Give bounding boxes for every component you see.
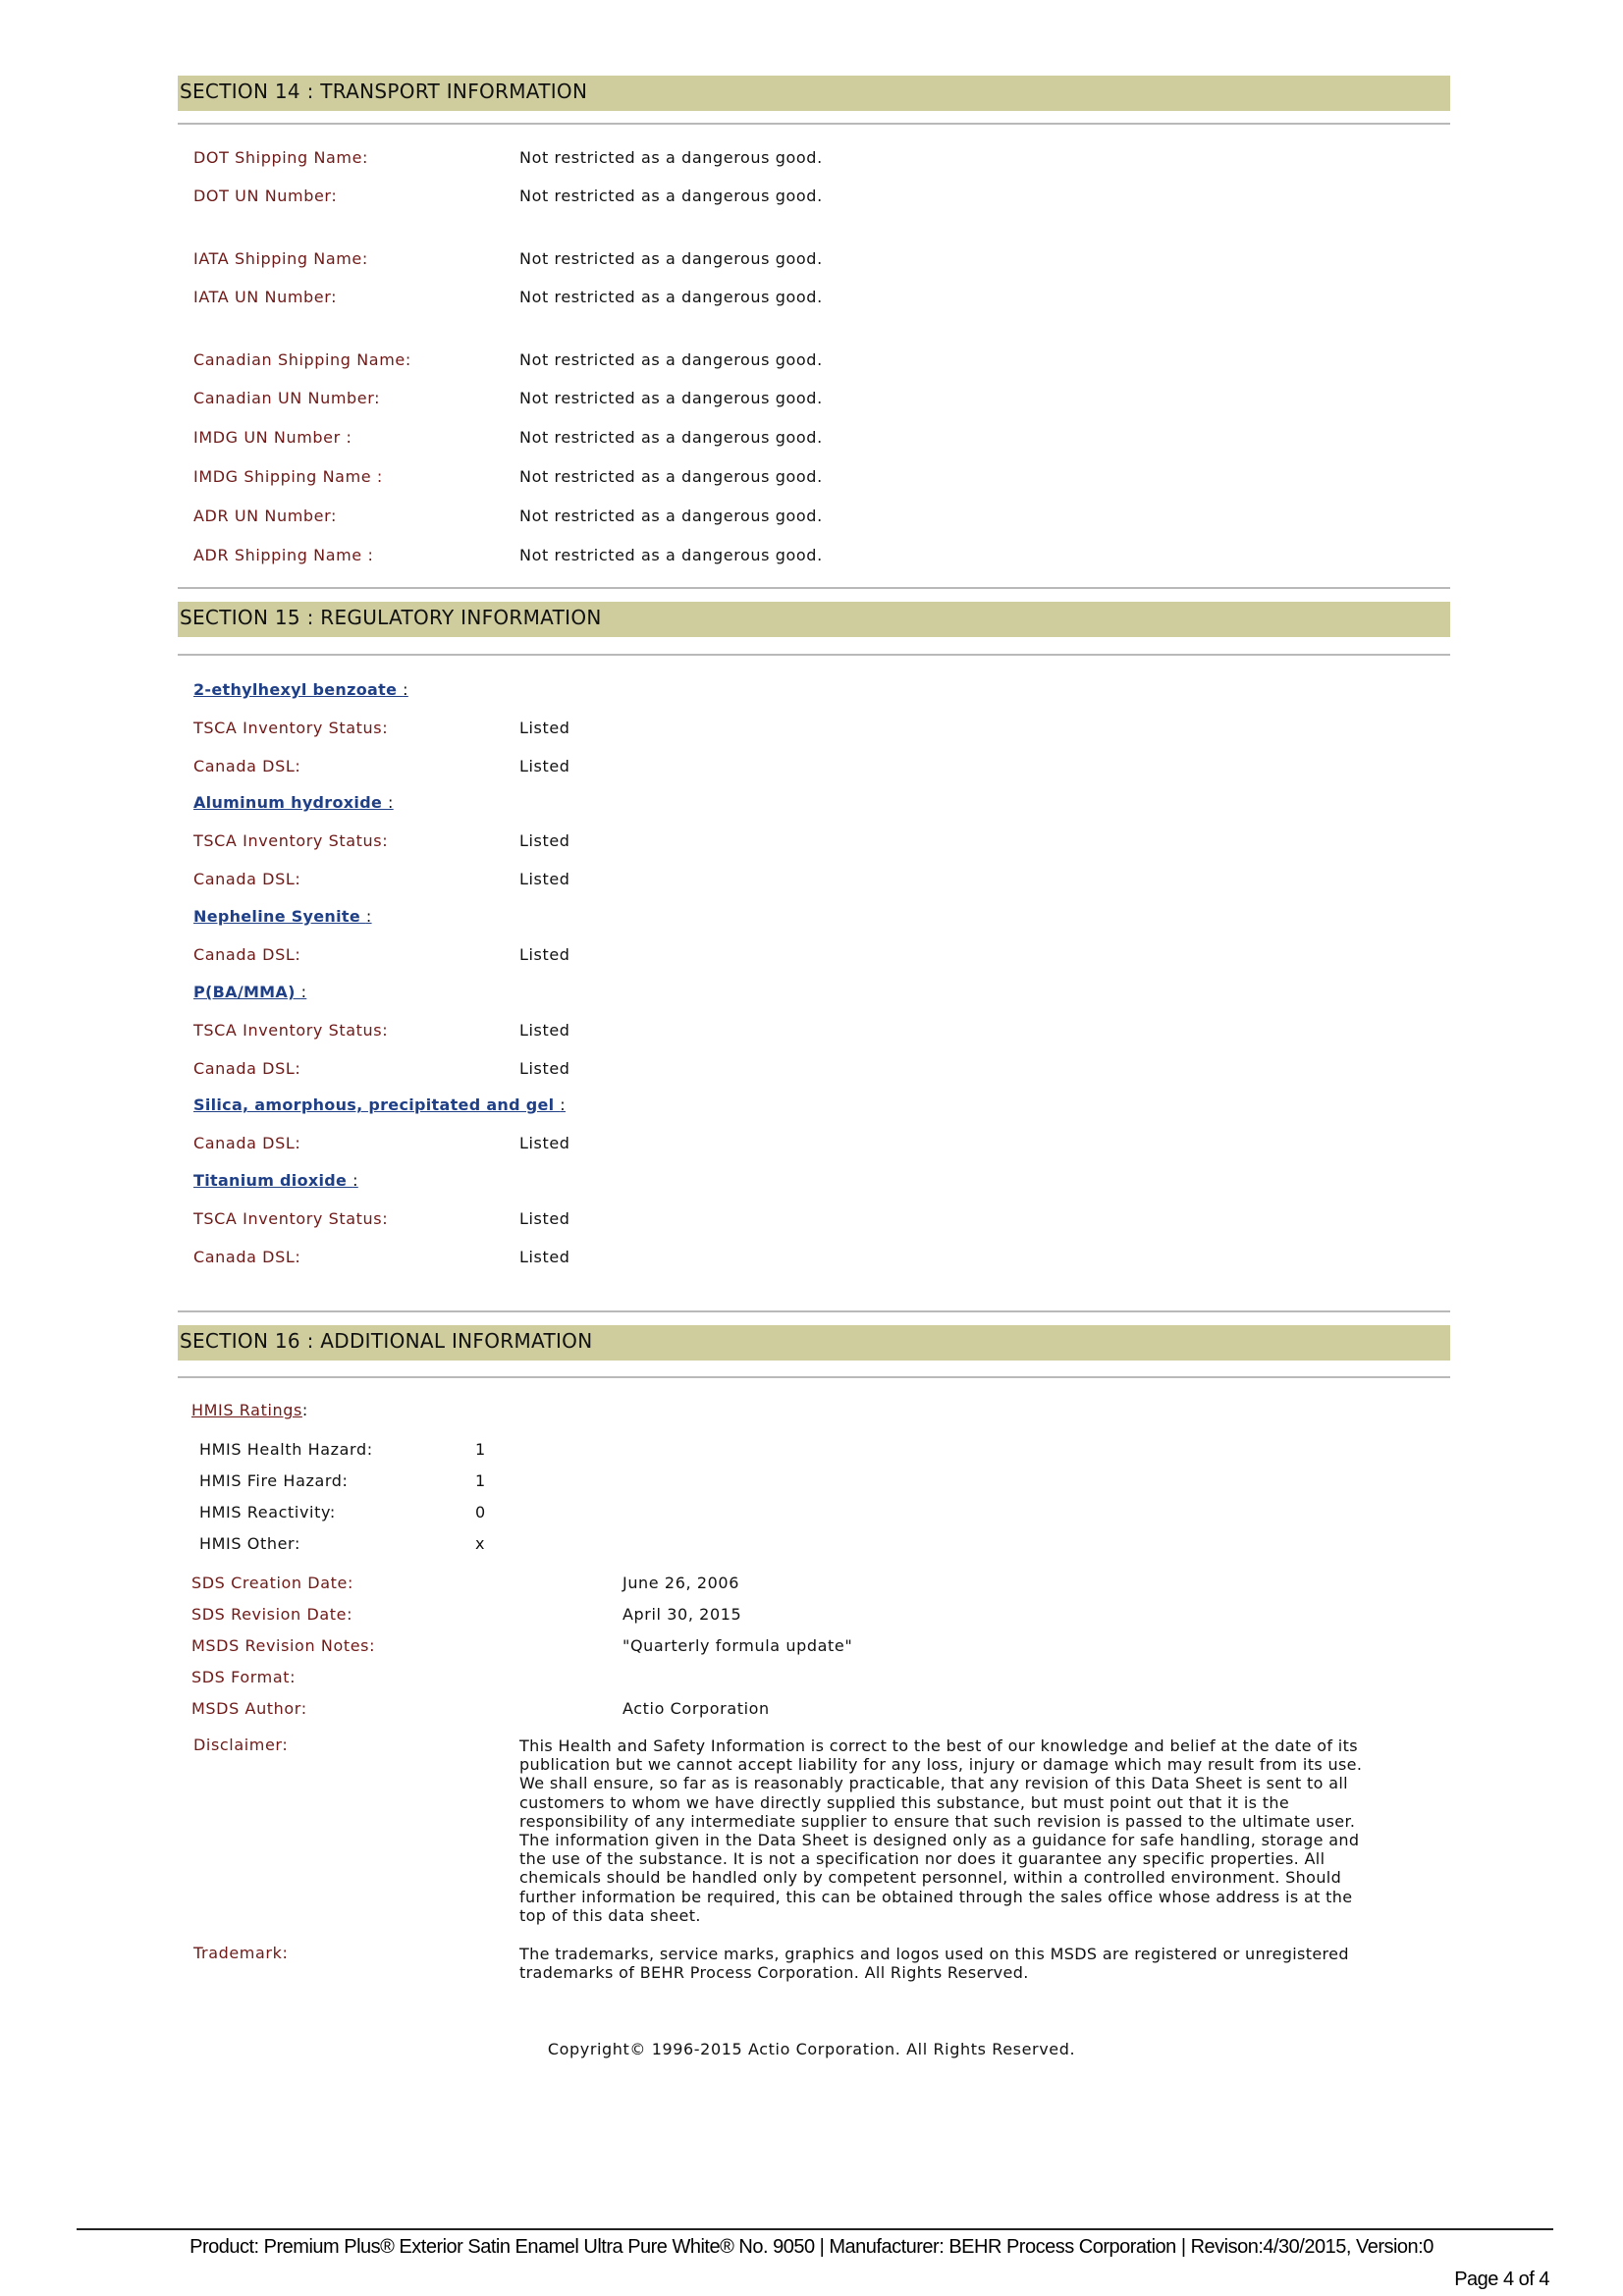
sds-revision-date-label: SDS Revision Date:	[191, 1605, 353, 1624]
sds-revision-date-value: April 30, 2015	[622, 1605, 742, 1624]
sds-format-label: SDS Format:	[191, 1668, 297, 1686]
substance-name: Aluminum hydroxide	[193, 793, 388, 812]
disclaimer-line: publication but we cannot accept liability for any loss, injury or damage which may result from its use.	[519, 1755, 1363, 1775]
hmis-ratings-heading	[191, 1401, 308, 1419]
canada-dsl-label: Canada DSL:	[193, 945, 301, 964]
disclaimer-line: The information given in the Data Sheet is designed only as a guidance for safe handling, storage and	[519, 1831, 1360, 1850]
substance-colon: :	[352, 1171, 358, 1190]
canada-dsl-value: Listed	[519, 1059, 570, 1078]
canadian-un-number-value: Not restricted as a dangerous good.	[519, 389, 823, 407]
sds-creation-date-value: June 26, 2006	[622, 1574, 739, 1592]
tsca-status-value: Listed	[519, 831, 570, 850]
dot-shipping-name-label: DOT Shipping Name:	[193, 148, 369, 167]
disclaimer-label: Disclaimer:	[193, 1735, 289, 1754]
canada-dsl-label: Canada DSL:	[193, 1059, 301, 1078]
substance-name: Silica, amorphous, precipitated and gel	[193, 1095, 561, 1114]
msds-revision-notes-value: "Quarterly formula update"	[622, 1636, 853, 1655]
substance-name: 2-ethylhexyl benzoate	[193, 680, 404, 699]
hmis-fire-value: 1	[475, 1471, 486, 1490]
dot-shipping-name-value: Not restricted as a dangerous good.	[519, 148, 823, 167]
tsca-status-value: Listed	[519, 719, 570, 737]
canada-dsl-label: Canada DSL:	[193, 870, 301, 888]
substance-heading	[193, 1095, 566, 1114]
disclaimer-line: the use of the substance. It is not a specification nor does it guarantee any specific properties. All	[519, 1849, 1325, 1869]
substance-colon: :	[300, 983, 307, 1001]
canadian-un-number-label: Canadian UN Number:	[193, 389, 381, 407]
tsca-status-value: Listed	[519, 1021, 570, 1040]
page-number: Page 4 of 4	[1454, 2269, 1549, 2290]
imdg-un-number-label: IMDG UN Number :	[193, 428, 352, 447]
msds-revision-notes-label: MSDS Revision Notes:	[191, 1636, 376, 1655]
disclaimer-text	[519, 1736, 1433, 1925]
section-divider	[178, 587, 1450, 589]
trademark-line: The trademarks, service marks, graphics and logos used on this MSDS are registered or unregistered	[519, 1945, 1349, 1963]
adr-shipping-name-label: ADR Shipping Name :	[193, 546, 374, 564]
section-divider	[178, 1310, 1450, 1312]
disclaimer-line: responsibility of any intermediate supplier to ensure that such revision is passed to the ultimate user.	[519, 1811, 1356, 1831]
canada-dsl-label: Canada DSL:	[193, 757, 301, 775]
hmis-ratings-link: HMIS Ratings	[191, 1401, 302, 1419]
disclaimer-line: chemicals should be handled only by competent personnel, within a controlled environment. Should	[519, 1868, 1342, 1888]
disclaimer-line: This Health and Safety Information is correct to the best of our knowledge and belief at the date of its	[519, 1736, 1358, 1755]
dot-un-number-label: DOT UN Number:	[193, 187, 338, 205]
canadian-shipping-name-label: Canadian Shipping Name:	[193, 350, 411, 369]
section-divider	[178, 654, 1450, 656]
section-divider	[178, 1376, 1450, 1378]
substance-colon: :	[387, 793, 394, 812]
tsca-status-label: TSCA Inventory Status:	[193, 1021, 389, 1040]
canada-dsl-value: Listed	[519, 1248, 570, 1266]
disclaimer-line: customers to whom we have directly supplied this substance, but must point out that it is the	[519, 1792, 1290, 1812]
msds-author-label: MSDS Author:	[191, 1699, 307, 1718]
hmis-other-value: x	[475, 1534, 486, 1553]
hmis-health-label: HMIS Health Hazard:	[199, 1440, 373, 1459]
substance-heading	[193, 680, 408, 699]
iata-shipping-name-value: Not restricted as a dangerous good.	[519, 249, 823, 268]
section-divider	[178, 123, 1450, 125]
substance-heading	[193, 793, 394, 812]
adr-un-number-label: ADR UN Number:	[193, 507, 338, 525]
substance-colon: :	[403, 680, 408, 699]
tsca-status-value: Listed	[519, 1209, 570, 1228]
adr-un-number-value: Not restricted as a dangerous good.	[519, 507, 823, 525]
tsca-status-label: TSCA Inventory Status:	[193, 1209, 389, 1228]
tsca-status-label: TSCA Inventory Status:	[193, 831, 389, 850]
section-14-title: SECTION 14 : TRANSPORT INFORMATION	[180, 80, 588, 103]
trademark-text	[519, 1945, 1433, 1982]
imdg-shipping-name-label: IMDG Shipping Name :	[193, 467, 383, 486]
section-15-header	[178, 602, 1450, 637]
hmis-reactivity-value: 0	[475, 1503, 486, 1522]
hmis-reactivity-label: HMIS Reactivity:	[199, 1503, 336, 1522]
canada-dsl-value: Listed	[519, 1134, 570, 1152]
disclaimer-line: top of this data sheet.	[519, 1905, 701, 1925]
substance-heading	[193, 907, 372, 926]
copyright-notice: Copyright© 1996-2015 Actio Corporation. All Rights Reserved.	[547, 2040, 1076, 2058]
canadian-shipping-name-value: Not restricted as a dangerous good.	[519, 350, 823, 369]
sds-creation-date-label: SDS Creation Date:	[191, 1574, 353, 1592]
disclaimer-line: We shall ensure, so far as is reasonably practicable, that any revision of this Data Sheet is sent to all	[519, 1774, 1348, 1793]
hmis-health-value: 1	[475, 1440, 486, 1459]
footer-divider	[77, 2228, 1553, 2230]
tsca-status-label: TSCA Inventory Status:	[193, 719, 389, 737]
section-16-title: SECTION 16 : ADDITIONAL INFORMATION	[180, 1329, 593, 1353]
iata-un-number-label: IATA UN Number:	[193, 288, 338, 306]
hmis-fire-label: HMIS Fire Hazard:	[199, 1471, 349, 1490]
substance-heading	[193, 1171, 358, 1190]
canada-dsl-value: Listed	[519, 870, 570, 888]
canada-dsl-label: Canada DSL:	[193, 1248, 301, 1266]
iata-un-number-value: Not restricted as a dangerous good.	[519, 288, 823, 306]
msds-author-value: Actio Corporation	[622, 1699, 770, 1718]
substance-name: P(BA/MMA)	[193, 983, 301, 1001]
canada-dsl-label: Canada DSL:	[193, 1134, 301, 1152]
canada-dsl-value: Listed	[519, 945, 570, 964]
substance-colon: :	[560, 1095, 566, 1114]
hmis-other-label: HMIS Other:	[199, 1534, 300, 1553]
section-14-header	[178, 76, 1450, 111]
section-15-title: SECTION 15 : REGULATORY INFORMATION	[180, 606, 602, 629]
hmis-ratings-colon: :	[301, 1401, 308, 1419]
disclaimer-line: further information be required, this can be obtained through the sales office whose address is at the	[519, 1887, 1353, 1906]
trademark-label: Trademark:	[193, 1944, 289, 1962]
trademark-line: trademarks of BEHR Process Corporation. All Rights Reserved.	[519, 1963, 1029, 1983]
section-16-header	[178, 1325, 1450, 1361]
substance-name: Titanium dioxide	[193, 1171, 353, 1190]
canada-dsl-value: Listed	[519, 757, 570, 775]
iata-shipping-name-label: IATA Shipping Name:	[193, 249, 368, 268]
substance-colon: :	[365, 907, 372, 926]
dot-un-number-value: Not restricted as a dangerous good.	[519, 187, 823, 205]
adr-shipping-name-value: Not restricted as a dangerous good.	[519, 546, 823, 564]
imdg-shipping-name-value: Not restricted as a dangerous good.	[519, 467, 823, 486]
footer-product-info: Product: Premium Plus® Exterior Satin Enamel Ultra Pure White® No. 9050 | Manufacturer: BEHR Process Corporation | Revison:4/30/2015, Version:0	[189, 2236, 1434, 2258]
substance-heading	[193, 983, 306, 1001]
imdg-un-number-value: Not restricted as a dangerous good.	[519, 428, 823, 447]
substance-name: Nepheline Syenite	[193, 907, 366, 926]
